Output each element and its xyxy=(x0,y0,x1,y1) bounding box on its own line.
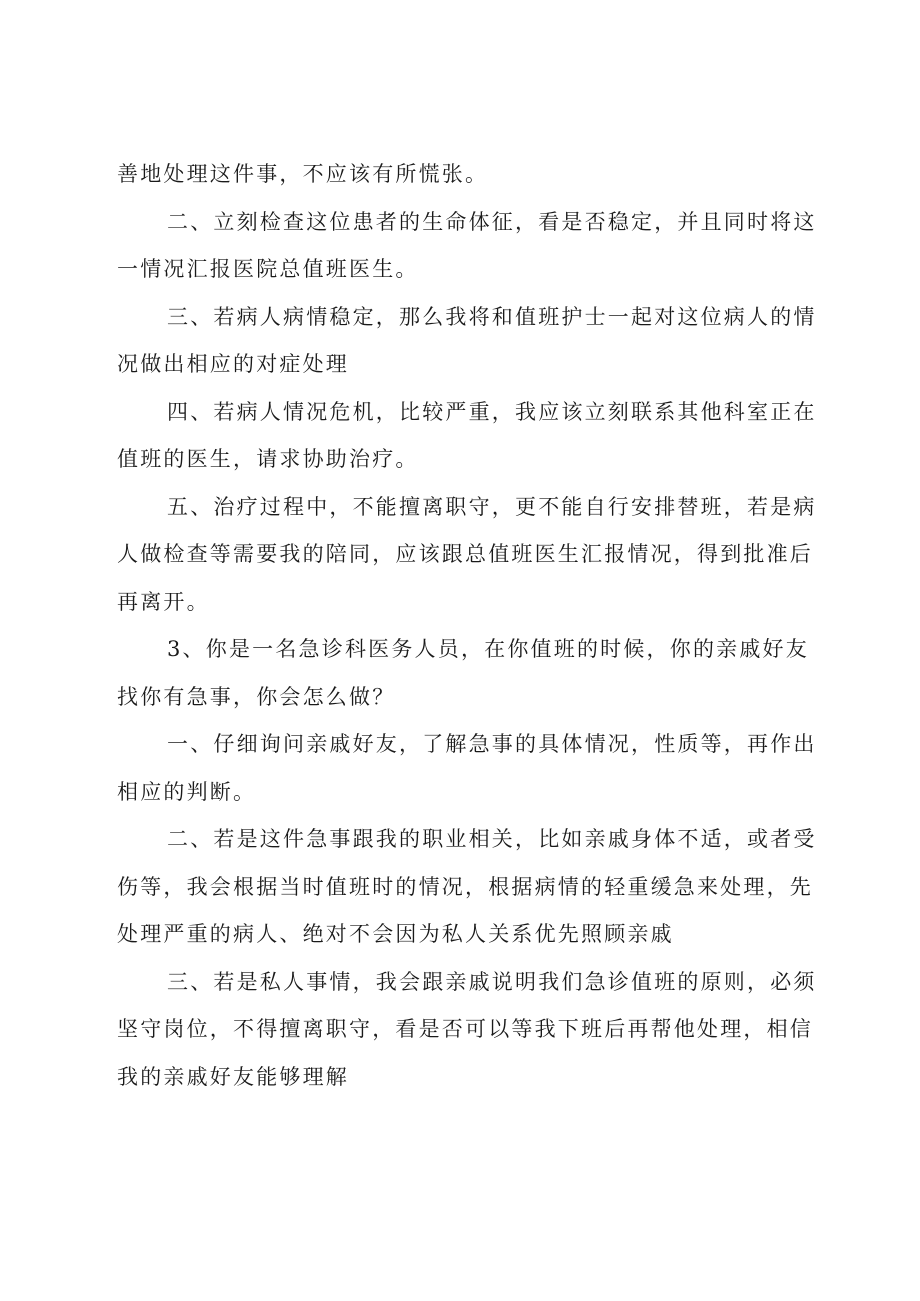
text-line: 四、若病人情况危机，比较严重，我应该立刻联系其他科室正在 xyxy=(167,399,817,424)
text-line: 三、若是私人事情，我会跟亲戚说明我们急诊值班的原则，必须 xyxy=(167,969,817,994)
text-line: 伤等，我会根据当时值班时的情况，根据病情的轻重缓急来处理，先 xyxy=(117,874,813,899)
text-line: 再离开。 xyxy=(117,589,210,614)
text-line: 况做出相应的对症处理 xyxy=(117,352,349,376)
text-line: 我的亲戚好友能够理解 xyxy=(117,1064,349,1089)
text-line: 二、若是这件急事跟我的职业相关，比如亲戚身体不适，或者受 xyxy=(167,827,817,851)
text-line: 五、治疗过程中，不能擅离职守，更不能自行安排替班，若是病 xyxy=(167,494,817,519)
text-line: 3、你是一名急诊科医务人员，在你值班的时候，你的亲戚好友 xyxy=(167,637,809,661)
text-line: 相应的判断。 xyxy=(117,779,257,804)
text-line: 坚守岗位，不得擅离职守，看是否可以等我下班后再帮他处理，相信 xyxy=(117,1017,813,1041)
text-line: 二、立刻检查这位患者的生命体征，看是否稳定，并且同时将这 xyxy=(167,209,817,234)
text-line: 一、仔细询问亲戚好友，了解急事的具体情况，性质等，再作出 xyxy=(167,732,817,756)
text-line: 找你有急事，你会怎么做？ xyxy=(117,684,396,709)
text-line: 一情况汇报医院总值班医生。 xyxy=(117,257,419,281)
text-line: 人做检查等需要我的陪同，应该跟总值班医生汇报情况，得到批准后 xyxy=(117,542,813,566)
document-body xyxy=(117,151,817,1101)
text-line: 善地处理这件事，不应该有所慌张。 xyxy=(117,162,489,186)
text-line: 三、若病人病情稳定，那么我将和值班护士一起对这位病人的情 xyxy=(167,304,817,329)
text-line: 处理严重的病人、绝对不会因为私人关系优先照顾亲戚 xyxy=(117,922,674,946)
text-line: 值班的医生，请求协助治疗。 xyxy=(117,447,419,471)
